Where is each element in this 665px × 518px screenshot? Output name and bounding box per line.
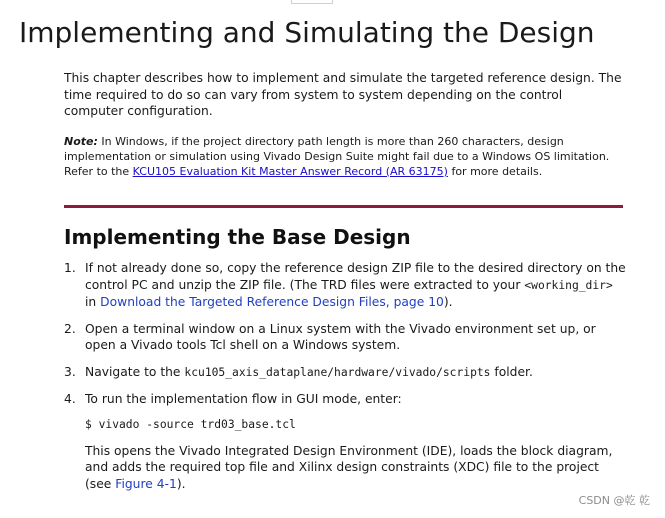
section-title: Implementing the Base Design	[64, 225, 411, 249]
list-item	[64, 364, 626, 382]
vivado-command: $ vivado -source trd03_base.tcl	[85, 417, 296, 431]
working-dir-code: <working_dir>	[524, 278, 613, 292]
note-paragraph	[64, 135, 624, 179]
section-divider	[64, 205, 623, 208]
top-tab-edge	[291, 0, 333, 4]
answer-record-link[interactable]: KCU105 Evaluation Kit Master Answer Record (AR 63175)	[132, 164, 448, 178]
step-text: ).	[443, 295, 453, 309]
step-text: Navigate to the	[85, 364, 181, 379]
step-text: If not already done so, copy the reference design ZIP file to the desired directory on the control PC and unzip the ZIP file. (The TRD files were extracted to your	[85, 261, 626, 292]
step-text: Open a terminal window on a Linux system with the Vivado environment set up, or open a Vivado tools Tcl shell on a Windows system.	[85, 321, 596, 352]
download-files-link[interactable]: Download the Targeted Reference Design Files, page 10	[100, 295, 444, 309]
list-item	[64, 321, 626, 354]
step-followup	[85, 443, 626, 493]
step-text: folder.	[494, 364, 533, 379]
list-item	[64, 391, 626, 492]
scripts-path-code: kcu105_axis_dataplane/hardware/vivado/scripts	[184, 365, 491, 379]
step-number: 2.	[64, 321, 76, 336]
chapter-title: Implementing and Simulating the Design	[19, 16, 595, 49]
note-label: Note:	[64, 135, 98, 148]
note-text: In Windows, if the project directory path length is more than 260 characters, design implementation or simulation using Vivado Design Suite might fail due to a Windows OS limitation. Refer to the	[64, 135, 610, 178]
note-text-end: for more details.	[451, 164, 543, 178]
step-followup-text: This opens the Vivado Integrated Design Environment (IDE), loads the block diagram, and adds the required top file and Xilinx design constraints (XDC) file to the project (see	[85, 443, 613, 491]
steps-list	[64, 260, 626, 502]
step-text: in	[85, 295, 97, 309]
list-item	[64, 260, 626, 311]
figure-link[interactable]: Figure 4-1	[115, 476, 177, 491]
step-number: 4.	[64, 392, 76, 406]
step-number: 3.	[64, 364, 76, 379]
step-followup-end: ).	[176, 476, 186, 491]
intro-paragraph: This chapter describes how to implement and simulate the targeted reference design. The time required to do so can vary from system to system depending on the control computer configuration.	[64, 71, 622, 118]
step-text: To run the implementation flow in GUI mode, enter:	[85, 392, 402, 406]
step-number: 1.	[64, 261, 76, 275]
csdn-watermark: CSDN @乾 乾	[578, 494, 650, 507]
